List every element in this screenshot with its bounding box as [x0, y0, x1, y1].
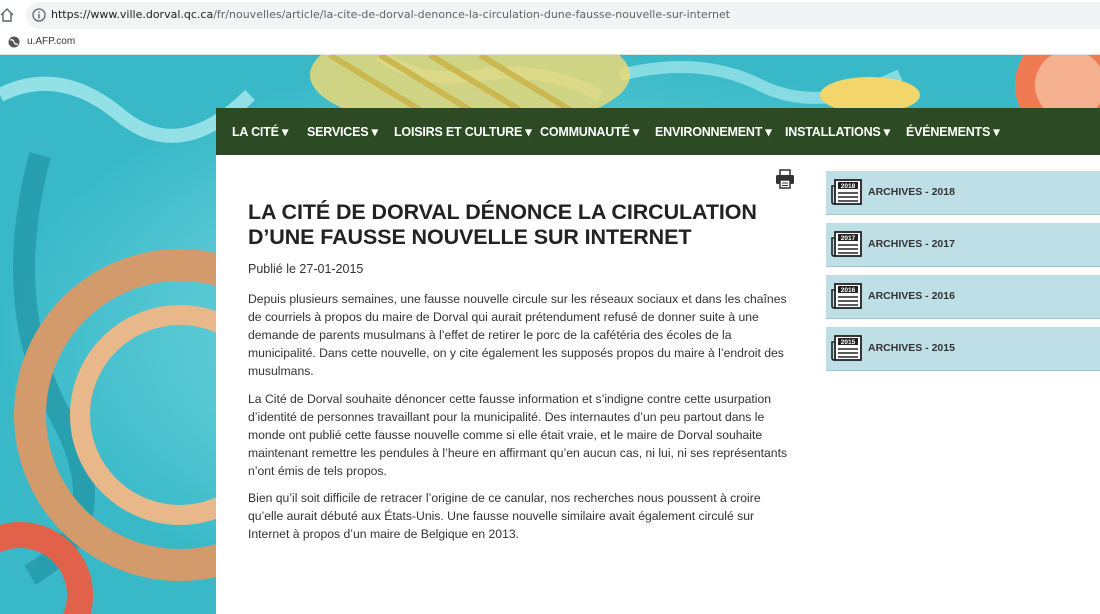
nav-item-communaute[interactable]: COMMUNAUTÉ ▾	[540, 125, 640, 139]
newspaper-icon	[831, 282, 863, 310]
archive-icon-year: 2016	[840, 287, 856, 294]
archive-label: ARCHIVES - 2016	[868, 290, 955, 302]
archive-label: ARCHIVES - 2015	[868, 342, 955, 354]
newspaper-icon	[831, 334, 863, 362]
info-icon[interactable]	[32, 8, 46, 22]
article-title: LA CITÉ DE DORVAL DÉNONCE LA CIRCULATION D’UNE FAUSSE NOUVELLE SUR INTERNET	[248, 200, 757, 249]
browser-address-bar	[0, 0, 1100, 31]
nav-item-evenements[interactable]: ÉVÉNEMENTS ▾	[906, 125, 1000, 139]
url-path: /fr/nouvelles/article/la-cite-de-dorval-denonce-la-circulation-dune-fausse-nouvelle-sur-internet	[213, 8, 731, 21]
article-paragraph: La Cité de Dorval souhaite dénoncer cette fausse information et s’indigne contre cette usurpation d’identité de personnes travaillant pour la municipalité. Des internautes d’un peu partout dans le monde ont publié cette fausse nouvelle comme si elle était vraie, et le maire de Dorval souhaite maintenant remettre les pendules à l’heure en affirmant qu’en aucun cas, ni lui, ni ses représentants n’ont émis de tels propos.	[248, 392, 788, 478]
newspaper-icon	[831, 178, 863, 206]
article-paragraph: Bien qu’il soit difficile de retracer l’origine de ce canular, nos recherches nous poussent à croire qu’elle aurait débuté aux États-Unis. Une fausse nouvelle similaire avait également circulé sur Internet à propos d’un maire de Belgique en 2013.	[248, 491, 761, 541]
url-text[interactable]	[51, 8, 730, 21]
source-label: u.AFP.com	[27, 36, 76, 47]
archive-link-2015[interactable]	[826, 327, 1100, 371]
publication-date: Publié le 27-01-2015	[248, 262, 364, 276]
archive-icon-year: 2015	[840, 339, 856, 346]
globe-icon	[8, 36, 20, 48]
article-paragraph: Depuis plusieurs semaines, une fausse nouvelle circule sur les réseaux sociaux et dans les chaînes de courriels à propos du maire de Dorval qui aurait prétendument refusé de donner suite à une demande de parents musulmans à l’effet de retirer le porc de la cafétéria des écoles de la municipalité. Dans cette nouvelle, on y cite également les supposés propos du maire à l’endroit des musulmans.	[248, 292, 787, 378]
nav-item-services[interactable]: SERVICES ▾	[307, 125, 378, 139]
print-icon[interactable]	[775, 169, 795, 189]
nav-item-loisirs-et-culture[interactable]: LOISIRS ET CULTURE ▾	[394, 125, 532, 139]
nav-item-la-cite[interactable]: LA CITÉ ▾	[232, 125, 289, 139]
home-icon[interactable]	[0, 7, 14, 23]
archive-label: ARCHIVES - 2017	[868, 238, 955, 250]
nav-item-environnement[interactable]: ENVIRONNEMENT ▾	[655, 125, 772, 139]
main-navigation	[216, 108, 1100, 155]
source-bar	[0, 31, 1100, 55]
nav-item-installations[interactable]: INSTALLATIONS ▾	[785, 125, 890, 139]
archive-icon-year: 2017	[840, 235, 856, 242]
archive-link-2018[interactable]	[826, 171, 1100, 215]
archive-icon-year: 2018	[840, 183, 856, 190]
archive-link-2016[interactable]	[826, 275, 1100, 319]
url-host: https://www.ville.dorval.qc.ca	[51, 8, 214, 21]
archive-label: ARCHIVES - 2018	[868, 186, 955, 198]
newspaper-icon	[831, 230, 863, 258]
archive-link-2017[interactable]	[826, 223, 1100, 267]
